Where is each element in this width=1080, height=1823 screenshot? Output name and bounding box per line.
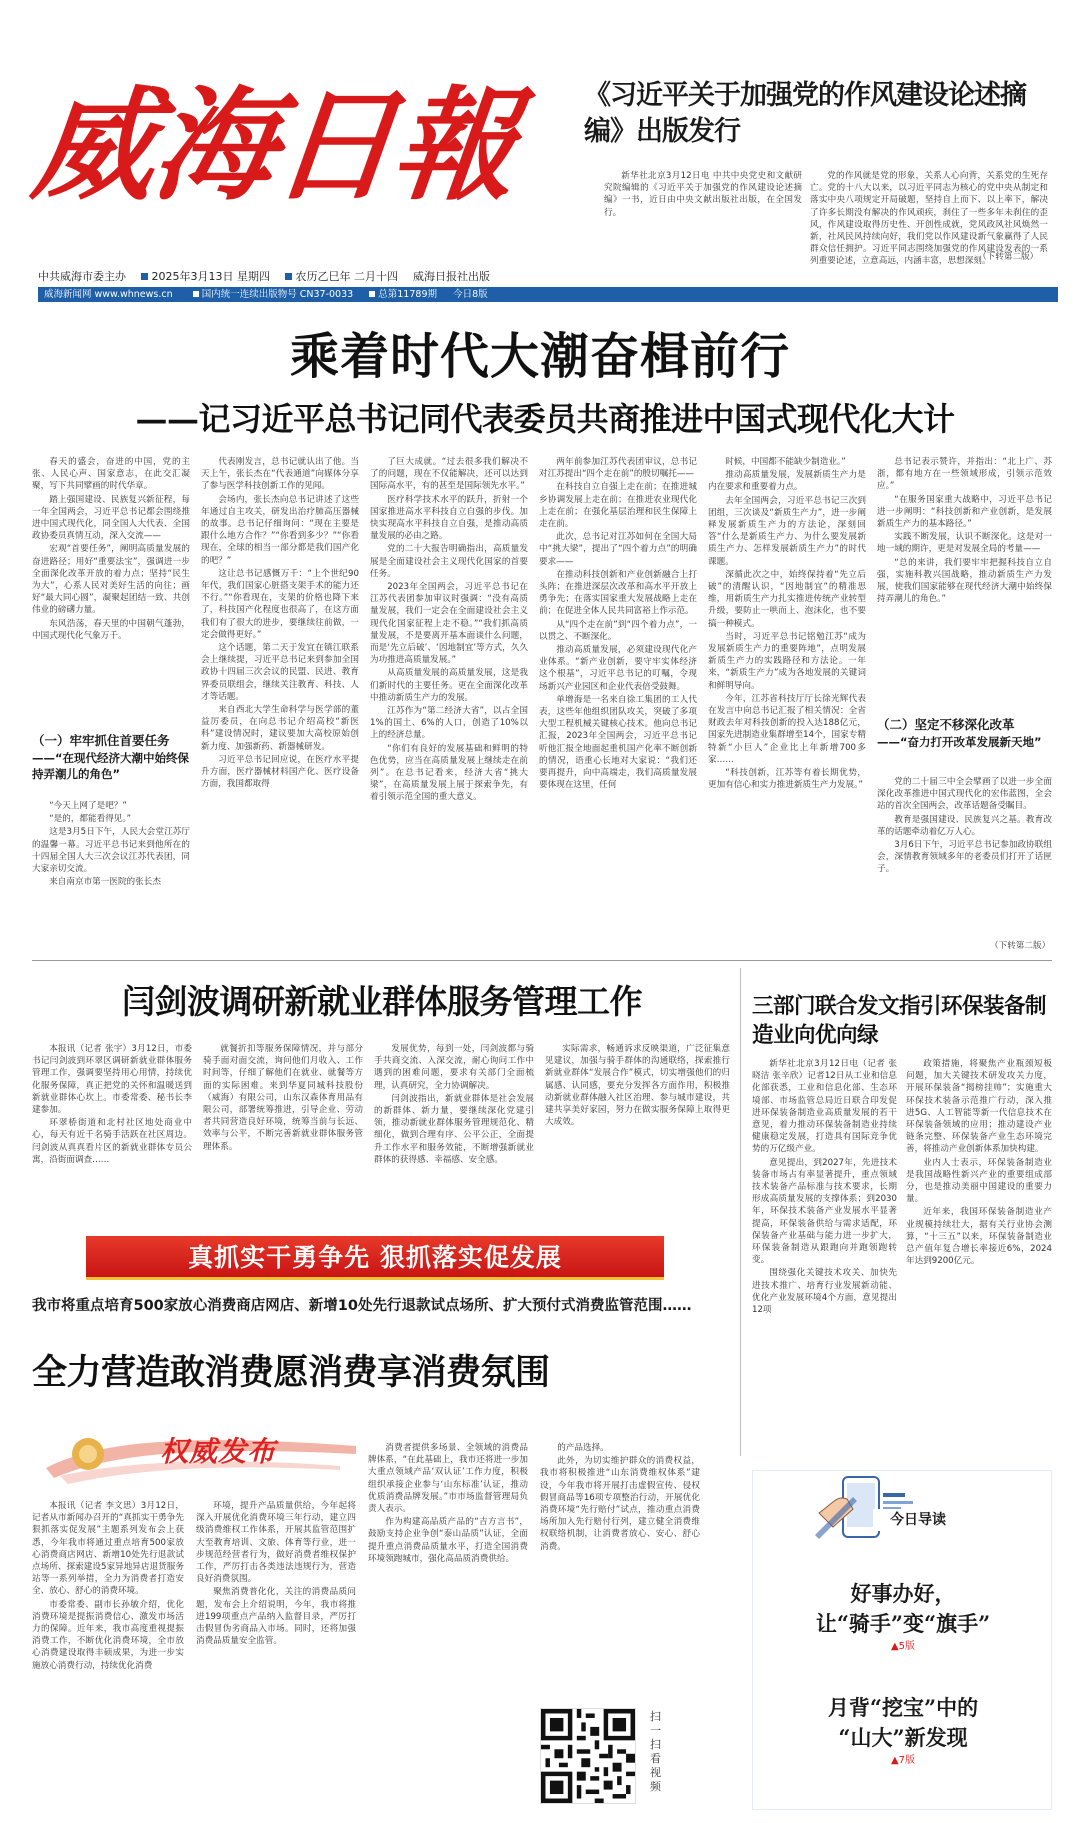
paragraph: 推动高质量发展，发展新质生产力是内在要求和重要着力点。 [708,470,866,493]
paragraph: 东风浩荡，春天里的中国朝气蓬勃，中国式现代化气象万千。 [32,618,190,641]
slogan-text: 真抓实干勇争先 狠抓落实促发展 [188,1243,562,1272]
qr-code[interactable] [540,1708,636,1804]
paragraph: 来自南京市第一医院的张长杰 [49,877,161,888]
paragraph: 聚焦消费普化化，关注的消费品质问题，发布会上介绍说明，今年，我市将推进199项重点产品纳入监督目录，严厉打击假冒伪劣商品入市场。同时，还将加强消费品质量安全监管。 [196,1587,356,1647]
paragraph: “在服务国家重大战略中，习近平总书记进一步阐明：“科技创新和产业创新，是发展新质生产力的基本路径。” [877,494,1052,530]
square-bullet-icon [285,273,292,280]
page-count: 今日8版 [453,289,488,300]
paragraph: 从高质量发展的高质量发展，这是我们新时代的主要任务。更在全面深化改革中推动新质生产力的发展。 [370,668,528,703]
paragraph: 本报讯（记者 张宇）3月12日，市委书记闫剑波到环翠区调研新就业群体服务管理工作，强调要坚持用心用情，持续优化服务保障，真正把党的关怀和温暖送到新就业群体心坎上。市委常委、秘书长李建参加。 [32,1044,192,1116]
guide-item-2-line1: 月背“挖宝”中的 [827,1695,979,1720]
right-article-col-2 [906,1058,1052,1450]
paragraph: 来自西北大学生命科学与医学部的董益厉委员，在向总书记介绍高校“新医科”建设情况时，建议要加大高校原始创新力度、加强新药、新器械研发。 [201,705,359,752]
guide-item-1[interactable] [753,1579,1053,1655]
qr-caption: 扫一扫 看视频 [650,1710,661,1793]
masthead [26,22,575,287]
qr-code-icon [541,1709,635,1803]
info-bar-extension [548,287,1058,302]
paragraph: 单增海是一名来自徐工集团的工人代表，这些年他组织团队攻关，突破了多项大型工程机械关键核心技术。他向总书记汇报，2023年全国两会，习近平总书记听他汇报全地面起重机国产化率不断创新的情况，语重心长地对大家说：“我们还要再提升，向中高端走，我们高质量发展要体现在这里，任何 [539,694,697,791]
paragraph: 春天的盛会，奋进的中国，党的主张、人民心声、国家意志，在此交汇凝聚，写下共同擘画的时代华章。 [32,457,190,492]
paragraph: 教育是强国建设、民族复兴之基。教育改革的话题牵动着亿万人心。 [877,814,1052,837]
paragraph: 医疗科学技术水平的跃升，折射一个国家推进高水平科技自立自强的步伐。加快实现高水平科技自立自强，是推动高质量发展的必由之路。 [370,494,528,542]
paragraph: “是的，都能看得见。” [49,814,132,825]
issue-number: 总第11789期 [378,289,437,300]
article2-col-2 [203,1043,363,1223]
section-divider [32,960,1052,961]
article2-col-3 [374,1043,534,1223]
paragraph: 了巨大成就。“过去很多我们解决不了的问题，现在不仅能解决，还可以达到国际高水平，有的甚至是国际领先水平。” [370,457,528,492]
paragraph: 深循此次之中，始终保持着“先立后破”的清醒认识，“因地制宜”的精准思维，用新质生产力扎实推进传统产业转型升级，要防止一哄而上、泡沫化，也不要搞一种模式。 [708,569,866,629]
paragraph: “今天上网了是吧？” [49,801,127,811]
paragraph: 发展优势，每到一处，闫剑波都与骑手共商交流、入深交流，耐心询问工作中遇到的困难问题，要求有关部门全面梳理，认真研究，全力协调解决。 [374,1044,534,1091]
cn-number: 国内统一连续出版物号 CN37-0033 [201,289,354,300]
website[interactable]: 威海新闻网 www.whnews.cn [44,289,173,300]
lead-col-6 [877,456,1052,711]
guide-item-1-line1: 好事办好， [850,1581,956,1606]
today-guide [752,1470,1052,1810]
paragraph: 从“四个走在前”到“四个着力点”，一以贯之、不断深化。 [539,619,697,642]
paragraph: 就餐折扣等服务保障情况，并与部分骑手面对面交流，询问他们月收入、工作时间等，仔细了解他们在就业、就餐等方面的实际困难。来到华夏同城科技股份（威海）有限公司，山东汉森体育用品有限公司，部署统筹推进，引导企业、劳动者共同营造良好环境，统筹当前与长远、效率与公平，不断完善新就业群体服务管理体系。 [203,1044,363,1152]
paragraph: 新华社北京3月12日电 中共中央党史和文献研究院编辑的《习近平关于加强党的作风建设论述摘编》一书，近日由中央文献出版社出版，在全国发行。 [604,171,802,218]
paragraph: 这是3月5日下午，人民大会堂江苏厅的温馨一幕。习近平总书记来到他所在的十四届全国人大三次会议江苏代表团，同大家亲切交流。 [32,827,190,875]
paragraph: 此外，为切实维护群众的消费权益，我市将积极推进“山东消费维权体系”建设，今年我市将开展打击虚假宣传、侵权假冒商品等16项专项整治行动，开展优化消费环境“先行赔付”试点，推动重点消费场所加入先行赔付行列，建立健全消费维权联络机制，让消费者放心、安心、舒心消费。 [540,1456,700,1552]
paragraph: 围绕强化关键技术攻关、加快先进技术推广、培育行业发展新动能、优化产业发展环境4个方面，意见提出12项 [752,1268,897,1316]
paragraph: 意见提出，到2027年，先进技术装备市场占有率显著提升，重点领域技术装备产品标准与技术要求，长期形成高质量发展的支撑体系；到2030年，环保技术装备产业发展水平显著提高，环保装备供给与需求适配，环保装备产业基础与能力进一步扩大，环保装备制造从跟跑向并跑领跑转变。 [752,1157,897,1266]
paragraph: 在推动科技创新和产业创新融合上打头阵；在推进深层次改革和高水平开放上勇争先；在落实国家重大发展战略上走在前；在促进全体人民共同富裕上作示范。 [539,569,697,617]
paragraph: 江苏作为“第二经济大省”，以占全国1%的国土、6%的人口，创造了10%以上的经济总量。 [370,706,528,741]
lead-col-4 [539,456,697,951]
paragraph: 环境，提升产品质量供给，今年起将深入开展优化消费环境三年行动，建立四级消费维权工作体系，开展其监管范围扩大至教育培训、文旅、体育等行业，进一步规范经营者行为，做好消费者维权保护工作，严厉打击各类违法违规行为，营造良好消费氛围。 [196,1501,356,1585]
continue-note: （下转第二版） [990,941,1051,951]
square-bullet-icon [193,291,199,297]
paragraph: 党的作风就是党的形象，关系人心向背，关系党的生死存亡。党的十八大以来，以习近平同志为核心的党中央从制定和落实中央八项规定开局破题，坚持自上而下、以上率下，解决了许多长期没有解决的作风顽疾，刹住了一些多年未刹住的歪风，作风建设取得历史性、开创性成就，党风政风社风焕然一新，社风民风持续向好，我们党以作风建设新气象赢得了人民群众信任拥护。习近平同志围绕加强党的作风建设发表的一系列重要论述，立意高远，内涵丰富，思想深刻。 [810,171,1048,267]
paragraph: 党的二十届三中全会擘画了以进一步全面深化改革推进中国式现代化的宏伟蓝图，全会站的首次全国两会，改革话题备受瞩目。 [877,777,1052,812]
right-article-headline[interactable]: 三部门联合发文指引环保装备制造业向优向绿 [752,994,1047,1048]
masthead-title: 威海日報 [26,73,522,217]
lunar-date: 农历乙巳年 二月十四 [295,270,398,283]
paragraph: 总书记表示赞许，并指出：“北上广、苏浙，都有地方在一些领域形成，引领示范效应。” [877,457,1052,492]
lead-headline[interactable]: 乘着时代大潮奋楫前行 [289,327,790,385]
paragraph: 今年，江苏省科技厅厅长徐光辉代表在发言中向总书记汇报了相关情况：全省财政去年对科技创新的投入达188亿元，国家先进制造业集群增至14个，国家专精特新“小巨人”企业比上年新增700多家…… [708,693,866,765]
continue-note: （下转第二版） [978,252,1039,262]
paragraph: 此次，总书记对江苏如何在全国大局中“挑大梁”，提出了“四个着力点”的明确要求—— [539,532,697,567]
guide-item-2-page: ▲7版 [890,1755,916,1766]
article3-col-1 [32,1500,184,1816]
press-name: 威海日报社出版 [413,270,490,283]
guide-label: 今日导读 [873,1509,963,1531]
article2-col-4 [545,1043,730,1223]
square-bullet-icon [141,273,148,280]
paragraph: 市委常委、副市长孙敏介绍，优化消费环境是提振消费信心、激发市场活力的保障。近年来，我市高度重视提振消费工作，不断优化消费环境，全市放心消费建设取得丰硕成果，为进一步实施放心消费行动，持续优化消费 [32,1599,184,1671]
paragraph: 党的二十大报告明确指出，高质量发展是全面建设社会主义现代化国家的首要任务。 [370,544,528,579]
right-article-col-1 [752,1058,897,1450]
paragraph: 去年全国两会，习近平总书记三次到团组，三次谈及“新质生产力”，进一步阐释发展新质生产力的方法论，深刻回答“什么是新质生产力、为什么要发展新质生产力、怎样发展新质生产力”的时代课题。 [708,495,866,567]
paragraph: 时候，中国都不能缺少制造业。” [725,457,846,467]
lead-col-2 [201,456,359,951]
article3-headline[interactable]: 全力营造敢消费愿消费享消费氛围 [32,1352,550,1393]
paragraph: 本报讯（记者 李文思）3月12日，记者从市新闻办召开的“真抓实干勇争先 狠抓落实促发展”主题系列发布会上获悉，今年我市将通过重点培育500家放心消费商店网店、新增10处先行退款试点场所、探索建设5家异地异店退货服务站等一系列举措，全力为消费者打造安全、放心、舒心的消费环境。 [32,1501,184,1597]
paragraph: 3月6日下午，习近平总书记参加政协联组会，深情教育领域多年的老委员们打开了话匣子。 [877,840,1052,875]
article3-col-2 [196,1500,356,1816]
paragraph: “你们有良好的发展基础和鲜明的特色优势，应当在高质量发展上继续走在前列”。在总书记看来，经济大省“挑大梁”，在高质量发展上展于探索争先，有着引领示范全国的重大意义。 [370,743,528,803]
article3-col-3 [368,1442,528,1702]
paragraph: 业内人士表示，环保装备制造业是我国战略性新兴产业的重要组成部分，也是推动美丽中国建设的重要力量。 [906,1157,1052,1205]
paragraph: 习近平总书记回应说，在医疗水平提升方面，医疗器械材料国产化、医疗设备方面，我国都取得 [201,754,359,790]
paragraph: 宏观“首要任务”，阐明高质量发展的奋进路径；用好“重要法宝”，强调进一步全面深化改革开放的着力点；坚持“民生为大”，心系人民对美好生活的向往；画好“最大同心圆”，凝聚起团结一致、共创伟业的磅礴力量。 [32,544,190,616]
top-article-title[interactable]: 《习近平关于加强党的作风建设论述摘编》出版发行 [584,80,1026,147]
paragraph: 新华社北京3月12日电（记者 张晓洁 张辛欣）记者12日从工业和信息化部获悉，工业和信息化部、生态环境部、市场监管总局近日联合印发促进环保装备制造业高质量发展的若干意见，着力推动环保装备制造业持续健康稳定发展，打造具有国际竞争优势的万亿级产业。 [752,1059,897,1155]
info-bar [38,287,548,302]
paragraph: 这让总书记感慨万千：“上个世纪90年代，我们国家心脏搭支架手术的能力还不行。”“你看现在，支架的价格也降下来了，科技国产化程度也很高了，在这方面我们有了很大的进步，要继续往前做，一定会做得更好。” [201,568,359,640]
paragraph: 消费者提供多场景、全领域的消费品牌体系，“在此基础上，我市还将进一步加大重点领域产品‘双认证’工作力度，积极组织承接企业参与‘山东标准’认证，推动优质消费品牌发展。”市市场监督管理局负责人表示。 [368,1443,528,1515]
guide-item-2-line2: “山大”新发现 [838,1725,968,1750]
badge-text: 权威发布 [160,1435,277,1468]
article3-kicker: 我市将重点培育500家放心消费商店网店、新增10处先行退款试点场所、扩大预付式消费监管范围…… [32,1298,692,1314]
paragraph: 这个话题，第二天于发宜在镇江联系会上继续提，习近平总书记来到参加全国政协十四届三次会议的民盟、民进、教育界委员联组会，继续关注教育、科技、人才等话题。 [201,643,359,702]
paragraph: 近年来，我国环保装备制造业产业规模持续壮大，据有关行业协会测算，“十三五”以来，环保装备制造业总产值年复合增长率接近6%，2024年达到9200亿元。 [906,1207,1052,1267]
paragraph: 环翠桥街道和北村社区地处商业中心，每天有近千名骑手活跃在社区周边。闫剑波从真真看片区的新就业群体专员公寓，沿街面调查…… [32,1118,192,1165]
publisher: 中共威海市委主办 [38,270,126,283]
article3-col-4 [540,1442,700,1702]
lead-subsection-1-title: （一）牢牢抓住首要任务 [32,733,170,748]
paragraph: “科技创新，江苏等有着长期优势，更加有信心和实力推进新质生产力发展。” [708,768,866,791]
issue-date: 2025年3月13日 星期四 [151,270,270,283]
article2-headline[interactable]: 闫剑波调研新就业群体服务管理工作 [122,982,642,1021]
lead-subsection-2-title: （二）坚定不移深化改革 [877,717,1015,732]
paragraph: 会场内，张长杰向总书记讲述了这些年通过自主攻关，研发出治疗肺高压器械的故事。总书记仔细询问：“现在主要是跟什么地方合作？”“你看到多少？”“你看现在，全球的相当一部分都是我们国产化的吧？” [201,494,359,566]
lead-col-1b [32,800,190,950]
guide-item-1-line2: 让“骑手”变“旗手” [815,1611,991,1636]
paragraph: 当时，习近平总书记铭勉江苏“成为发展新质生产力的重要阵地”，点明发展新质生产力的实践路径和方法论。一年来，“新质生产力”成为各地发展的关键词和鲜明导向。 [708,631,866,691]
authority-badge [40,1420,360,1492]
lead-col-6b [877,776,1052,936]
lead-col-1 [32,456,190,731]
paragraph: 两年前参加江苏代表团审议，总书记对江苏提出“四个走在前”的殷切嘱托—— [539,457,697,480]
paragraph: 政策措施，将聚焦产业瓶颈短板问题，加大关键技术研发攻关力度，开展环保装备“揭榜挂帅”；实施重大环保技术装备示范推广行动，深入推进5G、人工智能等新一代信息技术在环保装备领域的应用；推动建设产业链条完整、环保装备产业生态环境完善，将推动产业创新体系加快构建。 [906,1059,1052,1155]
lead-subheadline: ——记习近平总书记同代表委员共商推进中国式现代化大计 [135,400,955,438]
paragraph: 作为构建高品质产品的“吉方言书”，鼓励支持企业争创“泰山品质”认证，全面提升重点消费品质量水平，打造全国消费环境领跑城市，强化高品质消费供给。 [368,1517,528,1564]
slogan-banner [86,1236,664,1280]
column-divider [740,968,741,1456]
paragraph: “总的来讲，我们要牢牢把握科技自立自强，实施科教兴国战略，推动新质生产力发展，使我们国家能够在现代经济大潮中始终保持弄潮儿的角色。” [877,557,1052,605]
lead-subsection-1-subtitle: ——“在现代经济大潮中始终保持弄潮儿的角色” [32,751,190,781]
paragraph: 踏上强国建设、民族复兴新征程，每一年全国两会，习近平总书记都会围绕推进中国式现代化，同全国人大代表、全国政协委员真情互动，深入交流—— [32,494,190,542]
paragraph: 实践不断发展，认识不断深化。这是对一地一域的期许，更是对发展全局的考量—— [877,532,1052,555]
paragraph: 实际需求，畅通诉求反映渠道，广泛征集意见建议，加强与骑手群体的沟通联络，探索推行新就业群体“发展合作”模式，切实增强他们的归属感、认同感，要充分发挥各方面作用，积极推动新就业群体融入社区治理、参与城市建设，共建共享美好家园，努力在做实服务保障上取得更大成效。 [545,1044,730,1128]
guide-item-2[interactable] [753,1693,1053,1769]
square-bullet-icon [369,291,375,297]
paragraph: 的产品选择。 [557,1443,609,1453]
guide-item-1-page: ▲5版 [890,1641,916,1652]
masthead-info-line [38,268,1058,286]
lead-col-5 [708,456,866,951]
paragraph: 闫剑波指出，新就业群体是社会发展的新群体、新力量，要继续深化党建引领，推动新就业群体服务管理规范化、精细化，做到合理有序、公平公正，全面提升工作水平和服务效能，不断增强新就业群体的获得感、幸福感、安全感。 [374,1093,534,1165]
article2-col-1 [32,1043,192,1223]
paragraph: 代表刚发言，总书记就认出了他。当天上午，张长杰在“代表通道”向媒体分享了参与医学科技创新工作的见闻。 [201,457,359,492]
phone-illustration-icon [813,1473,923,1543]
lead-col-3 [370,456,528,951]
lead-subsection-2-subtitle: ——“奋力打开改革发展新天地” [877,735,1042,749]
paragraph: 在科技自立自强上走在前；在推进城乡协调发展上走在前；在推进农业现代化上走在前；在强化基层治理和民生保障上走在前。 [539,482,697,530]
paragraph: 推动高质量发展，必须建设现代化产业体系。“新产业创新，要守牢实体经济这个根基”，习近平总书记的叮嘱，令现场新兴产业园区和企业代表倍受鼓舞。 [539,645,697,692]
paragraph: 2023年全国两会，习近平总书记在江苏代表团参加审议时强调：“没有高质量发展，我们一定会在全面建设社会主义现代化国家征程上走不稳。”“我们抓高质量发展，不是要离开基本面谈什么问题，而是‘先立后破’、‘因地制宜’等方式，久久为功推进高质量发展。” [370,582,528,666]
top-article-body-col1 [604,170,802,262]
